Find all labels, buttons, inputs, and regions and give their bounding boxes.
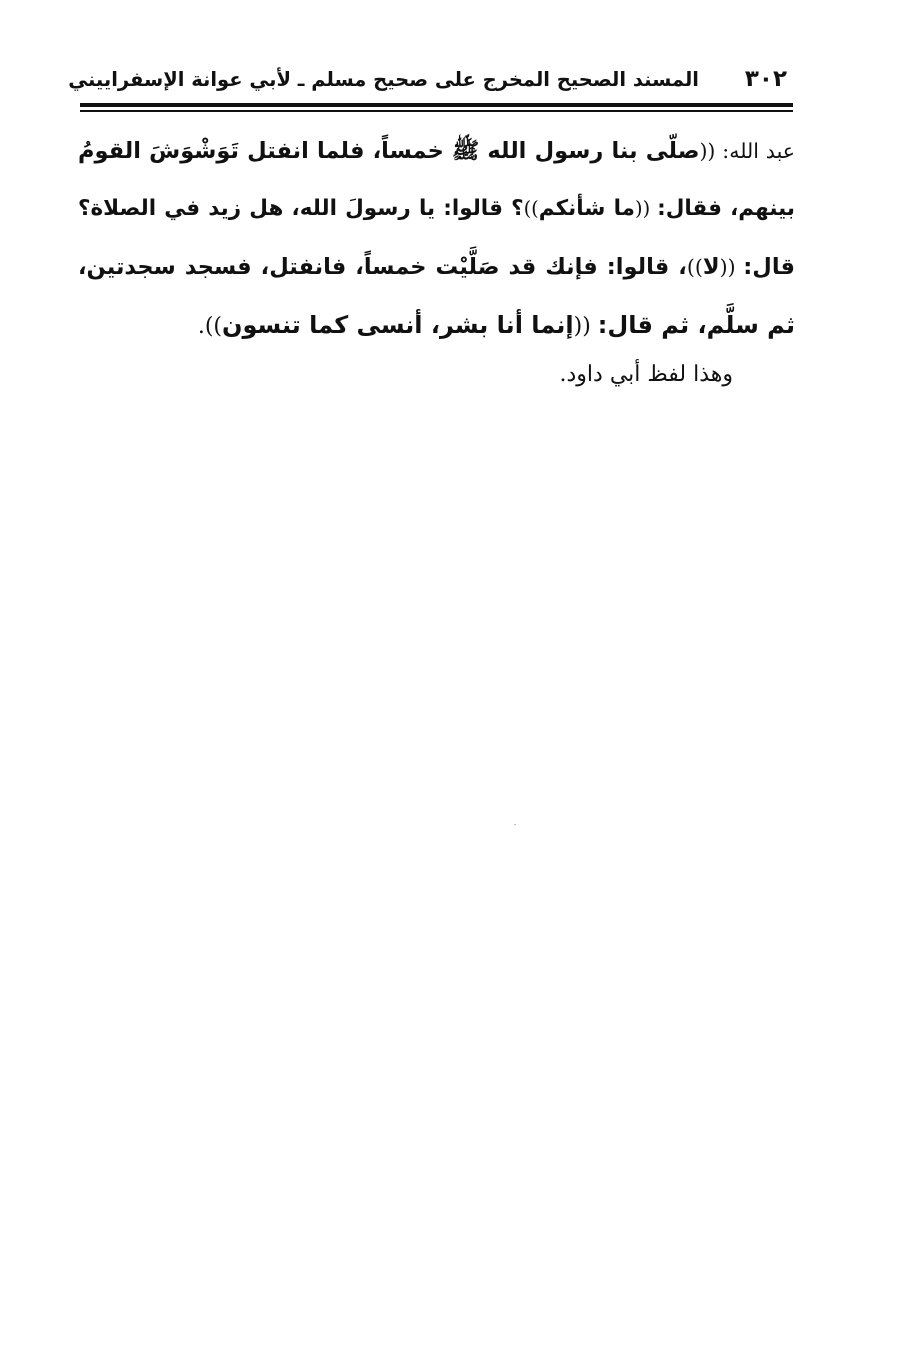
narrator-prefix: عبد الله: (( (699, 139, 795, 163)
quote-close: )) (686, 255, 703, 279)
narration-text: ثم سلَّم، ثم قال: (597, 311, 795, 339)
source-note: وهذا لفظ أبي داود. (559, 362, 733, 387)
speech-text: لا (702, 254, 720, 280)
header-rule-thin (80, 110, 793, 112)
running-title: المسند الصحيح المخرج على صحيح مسلم ـ لأبي عوانة الإسفراييني (68, 68, 699, 91)
quote-open: (( (635, 197, 658, 220)
quote-close: )). (197, 314, 222, 339)
speech-text: صلّى بنا رسول الله ﷺ خمساً، فلما انفتل تَوَشْوَشَ القومُ (78, 138, 700, 164)
text-line-4 (78, 300, 795, 358)
text-line-1 (78, 126, 795, 184)
narration-text: قال: (743, 254, 795, 280)
narration-text: بينهم، فقال: (657, 196, 795, 221)
quote-open: (( (573, 314, 598, 339)
page-number: ٣٠٢ (744, 66, 787, 92)
quote-close: )) (523, 197, 539, 220)
narration-text: ، قالوا: فإنك قد صَلَّيْت خمساً، فانفتل، فسجد سجدتين، (78, 254, 687, 280)
speech-text: إنما أنا بشر، أنسى كما تنسون (222, 311, 574, 339)
quote-open: (( (719, 255, 744, 279)
narration-text: ؟ قالوا: يا رسولَ الله، هل زيد في الصلاة؟ (78, 196, 524, 221)
hadith-text (78, 126, 795, 358)
text-line-3 (78, 242, 795, 300)
page-header (68, 64, 793, 100)
header-rule-thick (80, 103, 793, 107)
speech-text: ما شأنكم (538, 196, 635, 221)
text-line-2 (78, 184, 795, 242)
scan-speck (514, 824, 516, 825)
